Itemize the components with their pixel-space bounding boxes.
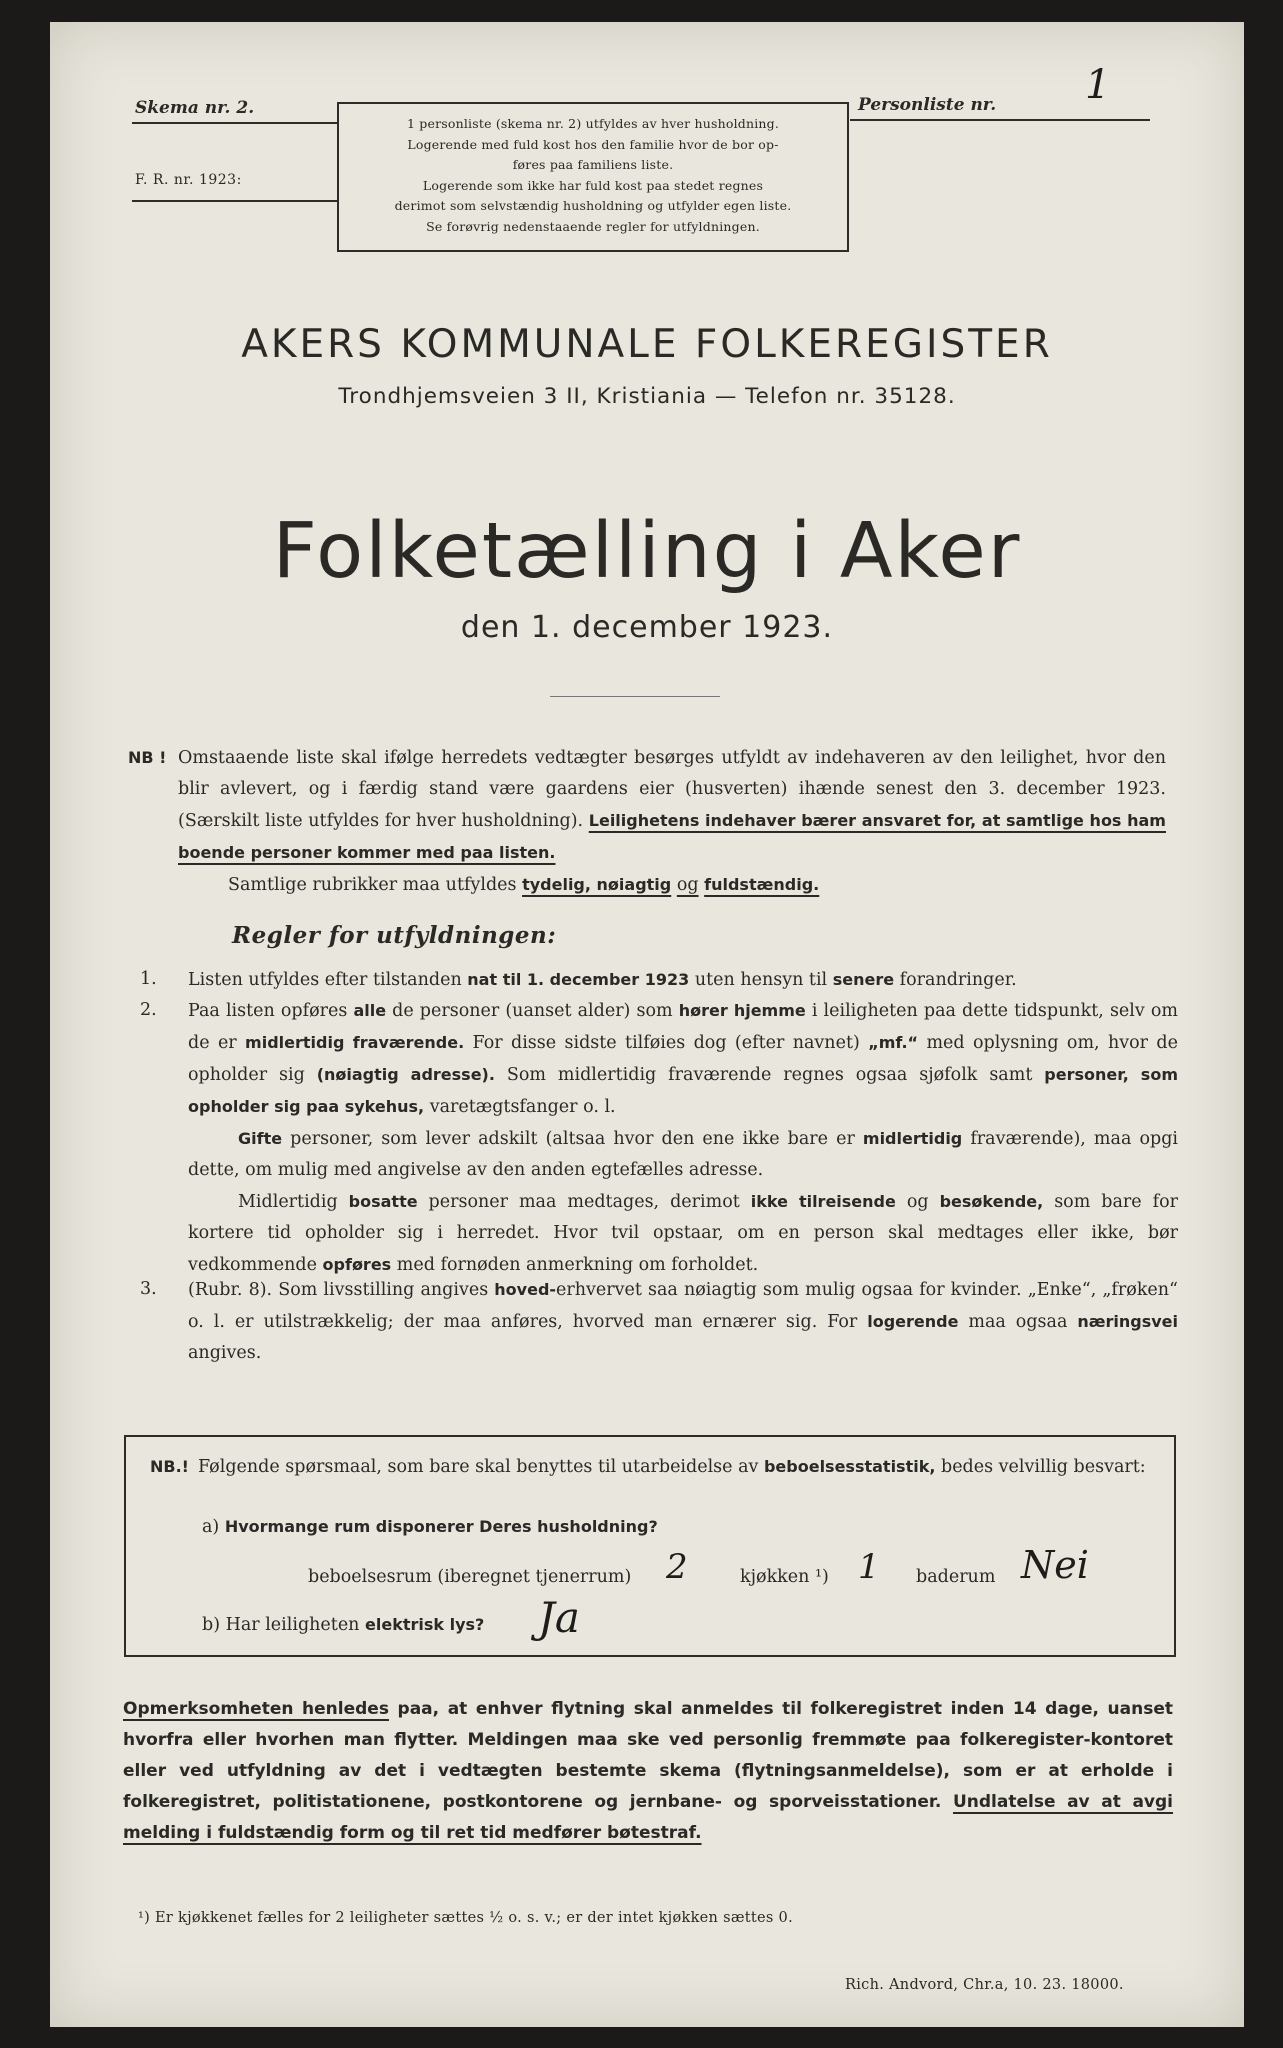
rule-bold: alle [353,1001,387,1020]
rule-fragment: (Rubr. 8). Som livsstilling angives [188,1280,495,1300]
rule-fragment: Som midlertidig fraværende regnes ogsaa sjøfolk samt [494,1065,1045,1085]
personliste-number: 1 [1085,62,1111,108]
statistics-question-box [124,1435,1176,1657]
rules-heading: Regler for utfyldningen: [232,922,557,949]
personliste-label: Personliste nr. [858,95,997,115]
rule-fragment: personer, som lever adskilt (altsaa hvor den ene ikke bare er [282,1129,863,1149]
note-line: Logerende med fuld kost hos den familie hvor de bor op- [407,136,779,152]
household-note-box [337,102,849,252]
notice-penalty: Undlatelse av at avgi melding i fuldstændig form og til ret tid medfører bøtestraf. [123,1792,1173,1843]
divider [850,119,1150,121]
nb2-intro-text: bedes velvillig besvart: [935,1457,1146,1477]
notice-text: paa, at enhver flytning skal anmeldes til folkeregistret inden 14 dage, uanset hvorfra eller hvorhen man flytter. Meldingen maa ske ved personlig fremmøte paa folkeregister-kontoret eller ved utfyldning av det i vedtægten bestemte skema (flytningsanmeldelse), som er at erholde i folkeregistret, politistationene, postkontorene og jernbane- og sporveisstationer. [123,1699,1173,1812]
nb-bold-a: tydelig, nøiagtig [522,875,672,894]
note-line: 1 personliste (skema nr. 2) utfyldes av hver husholdning. [406,116,780,131]
question-a [202,1517,658,1537]
rule-fragment: erhvervet saa nøiagtig som mulig ogsaa for kvinder. „Enke“, „frøken“ o. l. er utilstrækkelig; der maa anføres, hvorved man ernærer sig. For [188,1280,1178,1332]
ornament-line [550,696,720,697]
rule-bold: opføres [322,1255,392,1274]
notice-lead: Opmerksomheten henledes [123,1699,389,1719]
rule-fragment: med fornøden anmerkning om forholdet. [391,1255,759,1275]
footnote: ¹) Er kjøkkenet fælles for 2 leiligheter sættes ½ o. s. v.; er der intet kjøkken sættes 0. [138,1910,793,1926]
note-line: føres paa familiens liste. [512,157,674,172]
rule-text [188,1274,1178,1369]
rule-fragment: forandringer. [894,970,1017,990]
rooms-label: beboelsesrum (iberegnet tjenerrum) [308,1567,632,1587]
note-line: derimot som selvstændig husholdning og utfylder egen liste. [394,198,792,213]
schema-number: Skema nr. 2. [135,98,255,118]
question-a-prefix: a) [202,1517,220,1537]
rule-bold: hoved- [494,1280,557,1299]
kitchen-value[interactable]: 1 [858,1547,880,1587]
rule-fragment: varetægtsfanger o. l. [424,1097,616,1117]
moving-notice [123,1694,1173,1849]
note-line: Logerende som ikke har fuld kost paa stedet regnes [422,177,764,193]
rule-fragment: i leiligheten paa dette tidspunkt, selv om de er [188,1001,1179,1053]
rule-bold: næringsvei [1077,1312,1178,1331]
rule-fragment: som bare for kortere tid opholder sig i herredet. Hvor tvil opstaar, om en person skal medtages eller ikke, bør vedkommende [188,1192,1178,1275]
rule-fragment: uten hensyn til [689,970,833,990]
rule-bold: nat til 1. december 1923 [467,970,690,989]
rule-bold: personer, som opholder sig paa sykehus, [188,1065,1178,1116]
rule-fragment: Paa listen opføres [188,1001,354,1021]
rule-fragment: For disse sidste tilføies dog (efter navnet) [464,1033,869,1053]
rule-1 [140,964,1180,995]
nb-label: NB ! [128,748,167,767]
nb2-intro-bold: beboelsesstatistik, [763,1457,936,1476]
question-a-text: Hvormange rum disponerer Deres husholdning? [224,1517,658,1536]
rule-number: 3. [140,1279,157,1299]
rule-text [188,995,1178,1281]
nb2-intro [198,1451,1148,1483]
rule-bold: midlertidig [862,1129,963,1148]
divider [132,122,337,124]
rule-bold: midlertidig fraværende. [245,1033,465,1052]
nb2-label: NB.! [150,1457,189,1476]
rule-number: 1. [140,969,157,989]
rule-fragment: med oplysning om, hvor de opholder sig [188,1033,1178,1085]
question-b-text: elektrisk lys? [365,1615,485,1634]
nb-text-2: Samtlige rubrikker maa utfyldes [228,875,517,895]
census-date: den 1. december 1923. [460,610,834,645]
rule-fragment: Listen utfyldes efter tilstanden [188,970,468,990]
rule-2a [188,995,1178,1123]
nb2-intro-text: Følgende spørsmaal, som bare skal benyttes til utarbeidelse av [198,1457,764,1477]
rule-fragment: fraværende), maa opgi dette, om mulig med angivelse av den anden egtefælles adresse. [188,1129,1178,1180]
divider [132,200,337,202]
rule-bold: senere [832,970,895,989]
rule-bold: besøkende, [939,1192,1044,1211]
rooms-value[interactable]: 2 [666,1547,688,1587]
printer-imprint: Rich. Andvord, Chr.a, 10. 23. 18000. [845,1977,1124,1993]
rule-fragment: Midlertidig [238,1192,349,1212]
bath-value[interactable]: Nei [1021,1543,1089,1587]
rule-bold: (nøiagtig adresse). [316,1065,495,1084]
rule-fragment: personer maa medtages, derimot [417,1192,751,1212]
rule-bold: Gifte [238,1129,283,1148]
rule-number: 2. [140,1000,157,1020]
nb-text: Omstaaende liste skal ifølge herredets vedtægter besørges utfyldt av indehaveren av den leilighet, hvor den blir avlevert, og i færdig stand være gaardens eier (husverten) ihænde senest den 3. december 1923. (Særskilt liste utfyldes for hver husholdning). [178,748,1166,831]
rule-2c [188,1186,1178,1281]
organization-address: Trondhjemsveien 3 II, Kristiania — Telefon nr. 35128. [338,384,956,409]
nb-paragraph [178,743,1166,901]
rule-fragment: maa ogsaa [958,1312,1078,1332]
organization-title: AKERS KOMMUNALE FOLKEREGISTER [241,322,1053,367]
rule-2b [188,1123,1178,1186]
nb-bold-b: fuldstændig. [704,875,820,894]
bath-label: baderum [916,1567,996,1587]
census-form-page [50,22,1244,2027]
main-title: Folketælling i Aker [272,507,1022,596]
rule-bold: „mf.“ [868,1033,919,1052]
note-line: Se forøvrig nedenstaaende regler for utfyldningen. [426,218,760,234]
question-b-prefix: b) Har leiligheten [202,1615,360,1635]
nb-and: og [676,875,699,895]
kitchen-label: kjøkken ¹) [740,1567,829,1587]
rule-3 [140,1274,1180,1374]
question-b [202,1615,484,1635]
rule-fragment: de personer (uanset alder) som [386,1001,679,1021]
rule-2 [140,995,1180,1275]
rule-text [188,964,1178,996]
electric-light-value[interactable]: Ja [538,1593,580,1642]
rule-fragment: angives. [188,1343,262,1363]
fr-number-label: F. R. nr. 1923: [135,172,242,188]
rule-bold: logerende [867,1312,959,1331]
rule-bold: ikke tilreisende [750,1192,896,1211]
rule-fragment: og [895,1192,940,1212]
rule-bold: bosatte [348,1192,418,1211]
nb-responsibility: Leilighetens indehaver bærer ansvaret for, at samtlige hos ham boende personer kommer med paa listen. [178,811,1166,862]
rule-bold: hører hjemme [678,1001,806,1020]
